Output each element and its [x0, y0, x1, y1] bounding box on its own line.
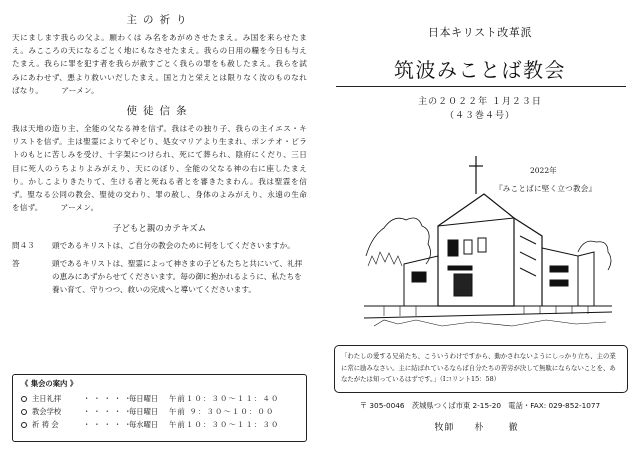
catechism-title: 子どもと親のカテキズム — [112, 224, 207, 235]
meeting-dots: ・・・・・ — [83, 420, 135, 429]
motto-year: 2022年 — [530, 166, 557, 175]
meeting-day: 毎水曜日 — [129, 420, 159, 429]
answer-label: 答 — [12, 258, 20, 268]
creed-amen: アーメン。 — [60, 203, 99, 213]
prayer-amen: アーメン。 — [61, 85, 99, 95]
circle-bullet-icon — [21, 396, 27, 402]
prayer-title: 主の祈り — [126, 14, 193, 26]
question-text: 頭であるキリストは、ご自分の教会のために何をしてくださいますか。 — [52, 241, 295, 251]
prayer-body — [12, 31, 307, 97]
right-column — [330, 0, 630, 452]
catechism-answer — [12, 257, 307, 297]
pastor-label: 牧師 — [434, 423, 455, 433]
meeting-name: 祈 祷 会 — [32, 420, 59, 429]
meeting-time: 午前１０：３０～１１：３０ — [169, 420, 280, 429]
header-divider — [336, 86, 626, 87]
church-address: 〒 305-0046 茨城県つくば市東 2-15-20 電話・FAX: 029-852-1077 — [359, 401, 601, 410]
scripture-verse-box — [334, 345, 628, 393]
circle-bullet-icon — [21, 422, 27, 428]
pastor-line — [330, 420, 630, 433]
meeting-day: 毎日曜日 — [129, 407, 159, 416]
prayer-text: 天にまします我らの父よ。願わくは み名をあがめさせたまえ。み国を来らせたまえ。みこころの天になるごとく地にもなさせたまえ。我らの日用の糧を今日も与えたまえ。我らに罪を犯す者を我らが赦すごとく我らの罪をも赦したまえ。我らを試みにあわせず、悪より救いいだしたまえ。国と力と栄えとは限りなく汝のものなればなり。 — [12, 33, 307, 95]
answer-text: 頭であるキリストは、聖霊によって神さまの子どもたちと共にいて、礼拝の恵みにあずからせてくださいます。毎の御に抱かれるように、私たちを養い育て、守りつつ、救いの完成へと導いてくださいます。 — [52, 258, 303, 295]
meeting-time: 午前１０：３０～１１：４０ — [169, 394, 280, 403]
meeting-dots: ・・・・・ — [83, 394, 135, 403]
denomination: 日本キリスト改革派 — [427, 26, 533, 39]
meeting-info-box — [12, 374, 307, 442]
bulletin-volume: （４３巻４号） — [444, 111, 515, 121]
creed-body — [12, 122, 307, 214]
meeting-time: 午前 ９：３０～１０：００ — [169, 407, 275, 416]
motto-text: 『みことばに堅く立つ教会』 — [495, 184, 597, 193]
meeting-name: 主日礼拝 — [32, 394, 62, 403]
meeting-row — [21, 405, 298, 418]
pastor-name: 朴 徹 — [474, 423, 526, 433]
creed-text: 我は天地の造り主、全能の父なる神を信ず。我はその独り子、我らの主イエス・キリストを信ず。主は聖霊によりてやどり、処女マリアより生まれ、ポンテオ・ピラトのもとに苦しみを受け、十字架につけられ、死にて葬られ、陰府にくだり、三日目に死人のうちよりよみがえり、天にのぼり、全能の父なる神の右に座したまえり。かしこよりきたりて、生ける者と死ねる者とを審きたまわん。我は聖霊を信ず。聖なる公同の教会、聖徒の交わり、罪の赦し、身体のよみがえり、永遠の生命を信ず。 — [12, 124, 307, 213]
left-column — [12, 10, 307, 300]
question-label: 問４３ — [12, 241, 35, 251]
meeting-dots: ・・・・・ — [83, 407, 135, 416]
catechism-question — [12, 239, 307, 252]
meeting-info-title: 《 集会の案内 》 — [21, 379, 78, 388]
meeting-row — [21, 418, 298, 431]
meeting-row — [21, 392, 298, 405]
scripture-verse: 「わたしの愛する兄弟たち、こういうわけですから、動かされないようにしっかり立ち、主の業に常に励みなさい。主に結ばれているならば自分たちの苦労が決して無駄にならないことを、あなたがたは知っているはずです。」（Ⅰコリント15：58） — [341, 352, 616, 383]
meeting-name: 教会学校 — [32, 407, 62, 416]
creed-title: 使徒信条 — [126, 105, 193, 118]
circle-bullet-icon — [21, 409, 27, 415]
church-name: 筑波みことば教会 — [394, 58, 566, 82]
meeting-day: 毎日曜日 — [129, 394, 159, 403]
bulletin-date: 主の２０２２年 １月２３日 — [418, 97, 542, 107]
